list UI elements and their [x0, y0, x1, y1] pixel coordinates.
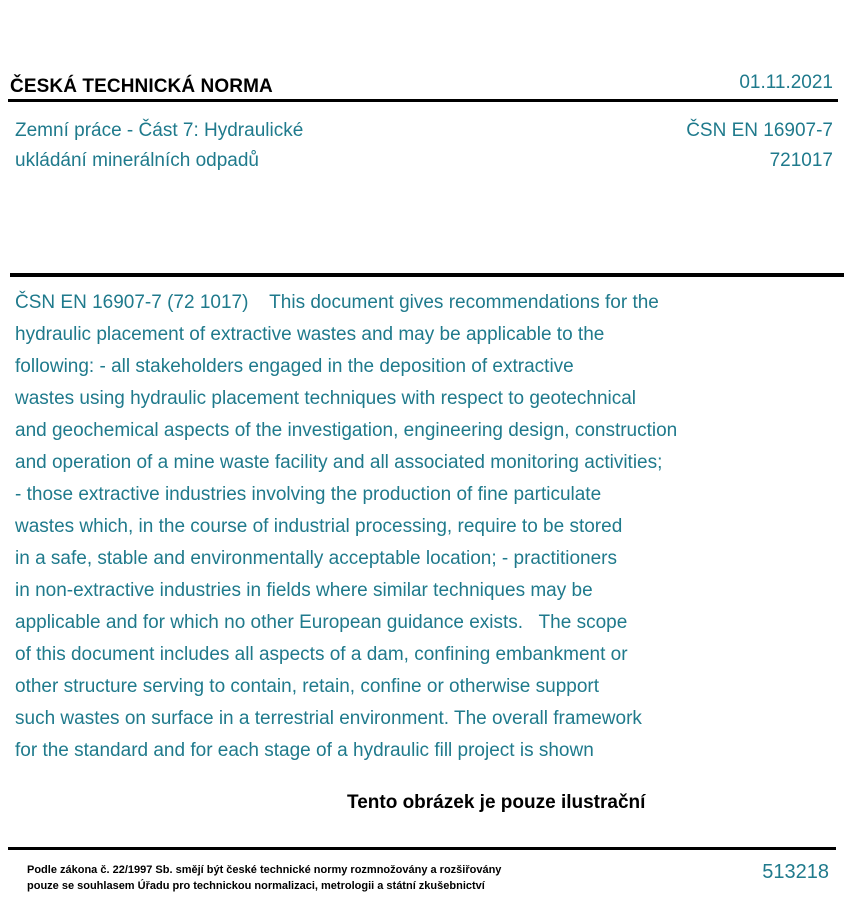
- document-type-heading: ČESKÁ TECHNICKÁ NORMA: [10, 76, 273, 97]
- abstract-line: wastes using hydraulic placement techniques with respect to geotechnical: [15, 388, 637, 409]
- standard-title-line: Zemní práce - Část 7: Hydraulické: [15, 120, 304, 141]
- abstract-line: ČSN EN 16907-7 (72 1017) This document gives recommendations for the: [15, 292, 659, 313]
- standard-title-line: ukládání minerálních odpadů: [15, 150, 260, 171]
- abstract-line: and operation of a mine waste facility and all associated monitoring activities;: [15, 452, 663, 473]
- abstract-line: in a safe, stable and environmentally acceptable location; - practitioners: [15, 548, 618, 569]
- legal-notice: [27, 862, 501, 894]
- abstract-line: for the standard and for each stage of a hydraulic fill project is shown: [15, 740, 594, 761]
- abstract-line: - those extractive industries involving the production of fine particulate: [15, 484, 602, 505]
- legal-notice-line: Podle zákona č. 22/1997 Sb. smějí být české technické normy rozmnožovány a rozšiřovány: [27, 864, 502, 876]
- abstract-text: [15, 287, 835, 767]
- document-number: 513218: [762, 861, 829, 883]
- abstract-line: such wastes on surface in a terrestrial environment. The overall framework: [15, 708, 642, 729]
- abstract-line: of this document includes all aspects of a dam, confining embankment or: [15, 644, 628, 665]
- middle-divider: [10, 273, 844, 277]
- standard-code: ČSN EN 16907-7: [686, 120, 833, 141]
- abstract-line: in non-extractive industries in fields where similar techniques may be: [15, 580, 593, 601]
- abstract-line: hydraulic placement of extractive wastes and may be applicable to the: [15, 324, 605, 345]
- abstract-line: and geochemical aspects of the investigation, engineering design, construction: [15, 420, 678, 441]
- classification-number: 721017: [769, 150, 833, 171]
- illustration-disclaimer: Tento obrázek je pouze ilustrační: [347, 792, 646, 813]
- abstract-line: following: - all stakeholders engaged in the deposition of extractive: [15, 356, 574, 377]
- legal-notice-line: pouze se souhlasem Úřadu pro technickou normalizaci, metrologii a státní zkušebnictví: [27, 880, 485, 892]
- abstract-line: applicable and for which no other European guidance exists. The scope: [15, 612, 628, 633]
- standard-title: [15, 116, 303, 176]
- publication-date: 01.11.2021: [739, 72, 833, 93]
- standard-identifiers: [686, 116, 833, 176]
- top-divider: [8, 99, 838, 102]
- bottom-divider: [8, 847, 836, 850]
- abstract-line: wastes which, in the course of industrial processing, require to be stored: [15, 516, 623, 537]
- abstract-line: other structure serving to contain, retain, confine or otherwise support: [15, 676, 600, 697]
